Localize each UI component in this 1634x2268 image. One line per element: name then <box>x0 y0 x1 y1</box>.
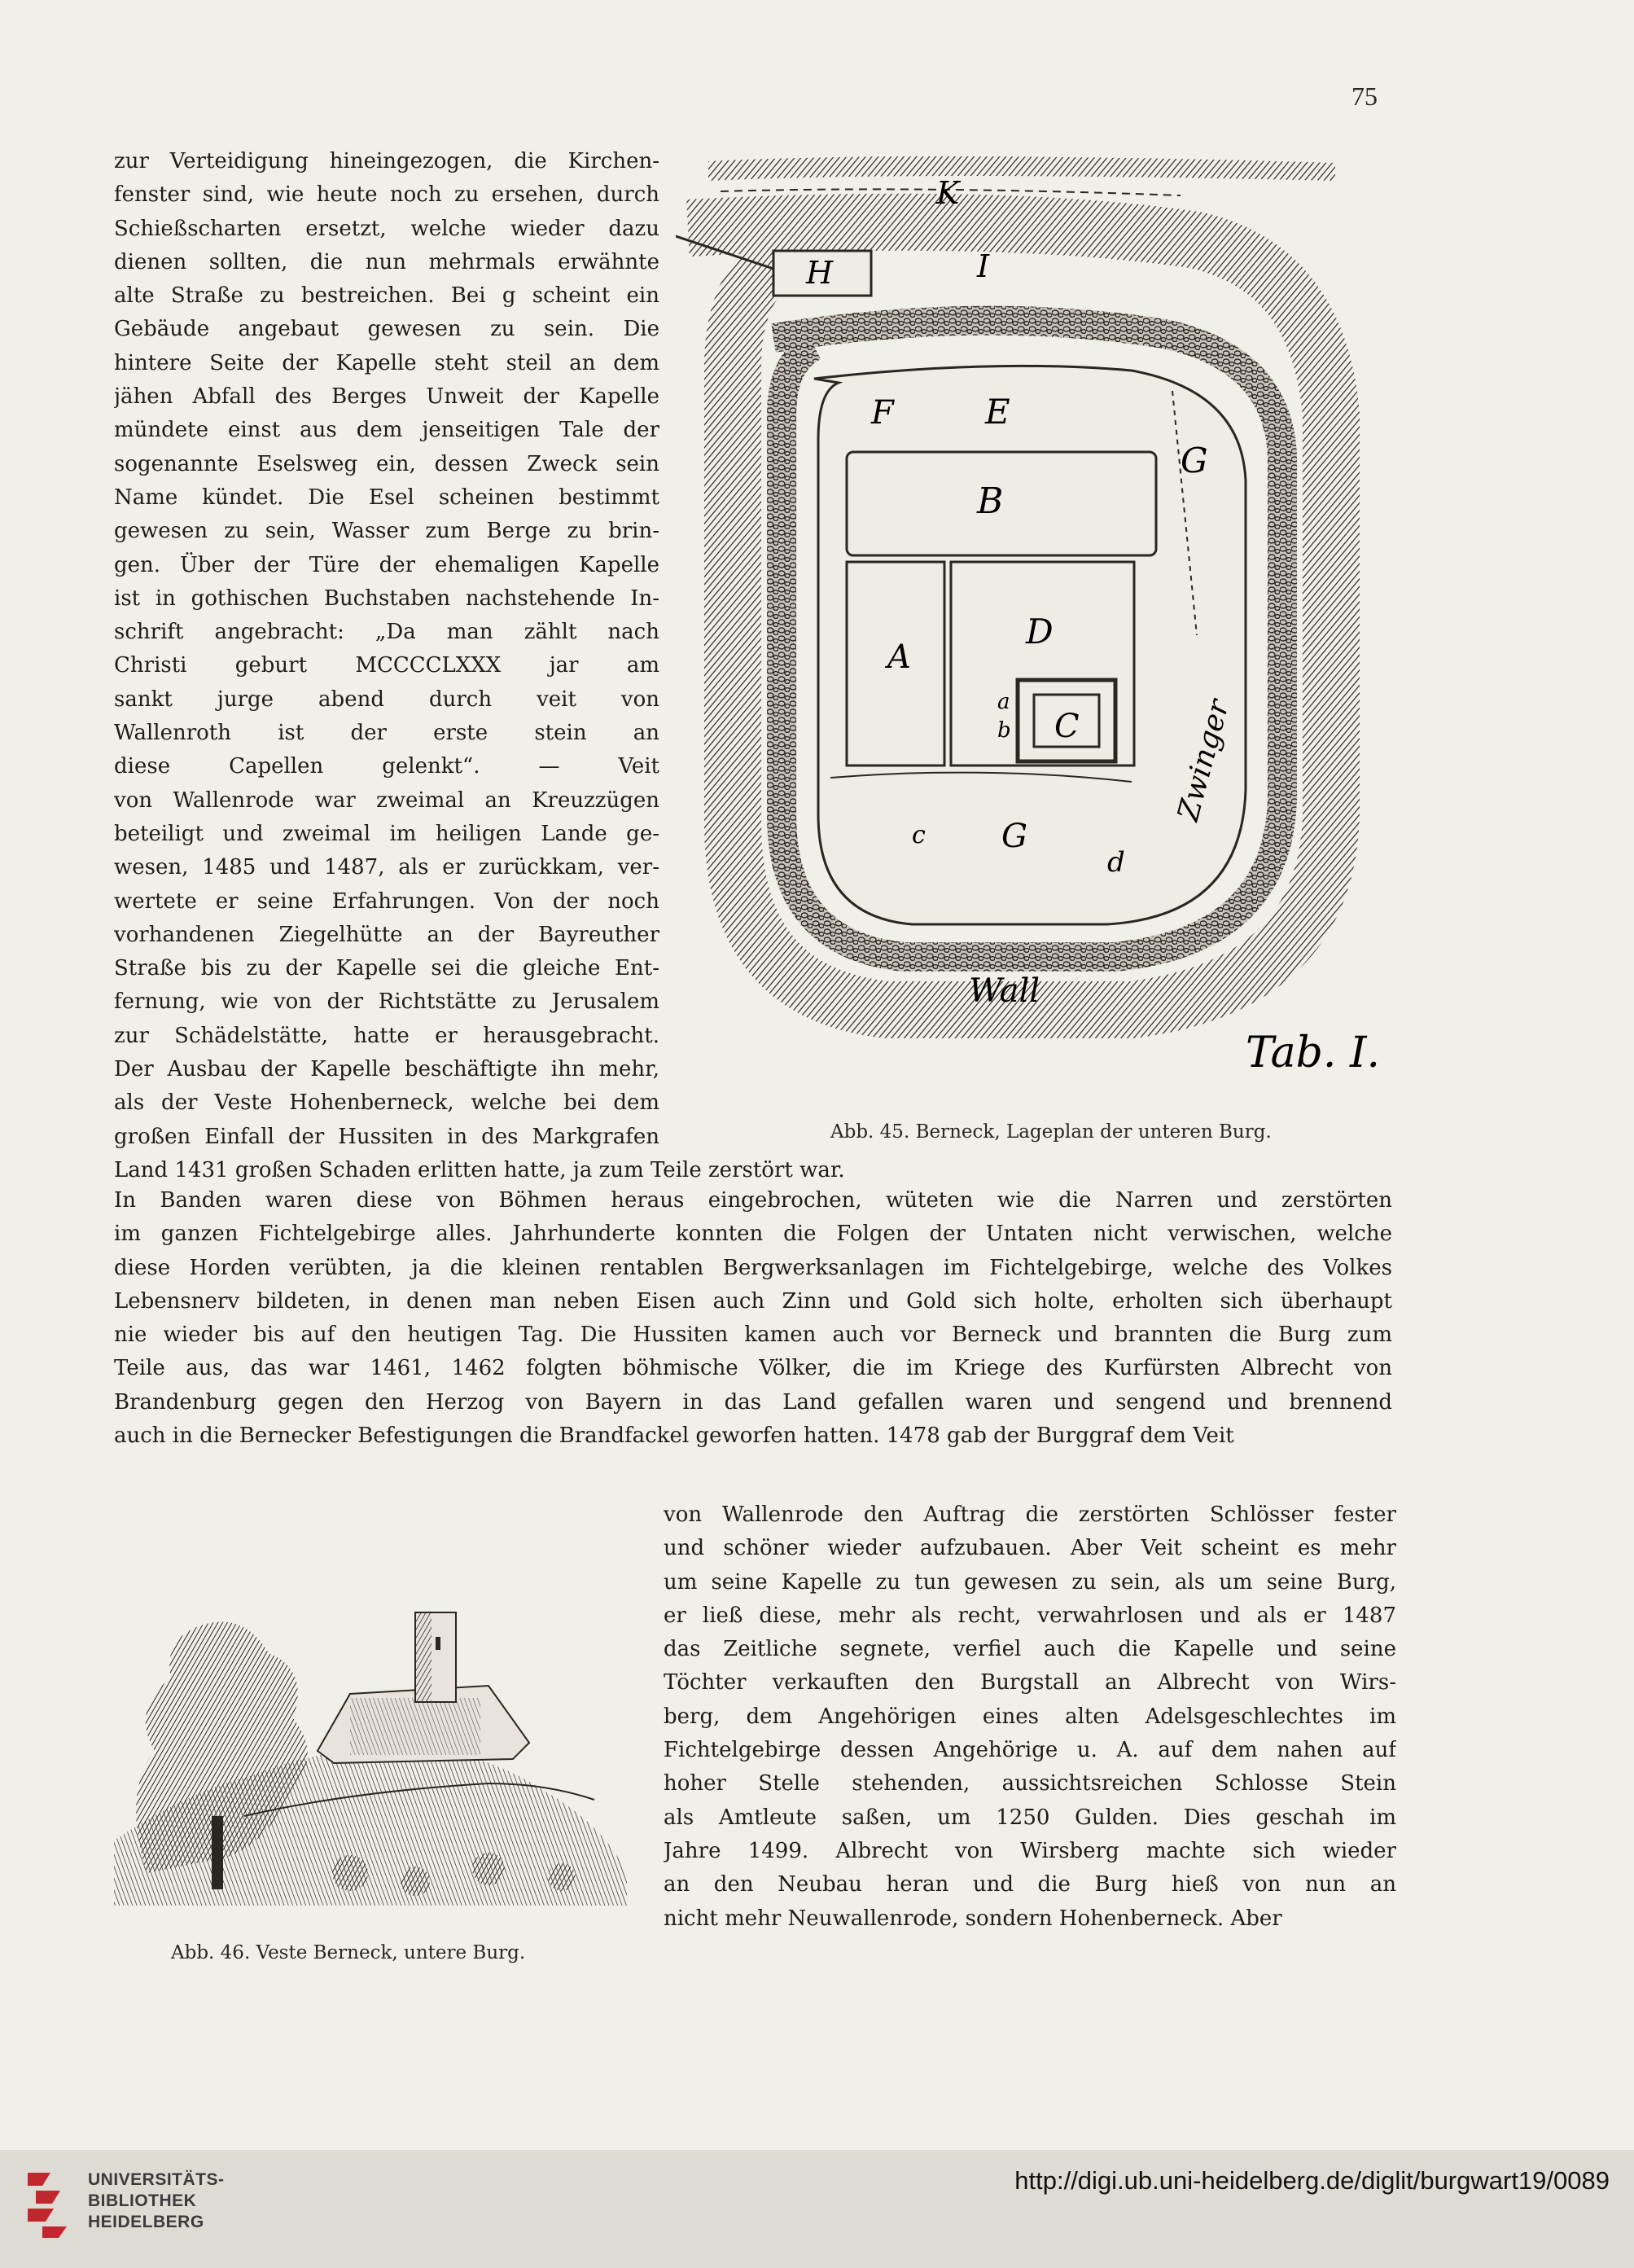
label-H: H <box>806 255 834 291</box>
right-lower-line: er ließ diese, mehr als recht, verwahrlosen und als er 1487 <box>664 1603 1396 1628</box>
label-A: A <box>887 638 911 676</box>
right-lower-line: das Zeitliche segnete, verfiel auch die Kapelle und seine <box>664 1637 1396 1662</box>
left-column-line: sogenannte Eselsweg ein, dessen Zweck sein <box>114 451 659 476</box>
right-lower-line: um seine Kapelle zu tun gewesen zu sein, als um seine Burg, <box>664 1569 1396 1595</box>
library-name <box>88 2169 225 2233</box>
site-plan-drawing <box>676 147 1392 1083</box>
left-column-line: beteiligt und zweimal im heiligen Lande ge- <box>114 821 659 846</box>
left-column-line: zur Verteidigung hineingezogen, die Kirchen- <box>114 149 659 173</box>
left-column-line: ist in gothischen Buchstaben nachstehende In- <box>114 586 659 611</box>
left-column-line: hintere Seite der Kapelle steht steil an dem <box>114 350 659 375</box>
left-column-line: großen Einfall der Hussiten in des Markgrafen <box>114 1124 659 1149</box>
left-column-line: als der Veste Hohenberneck, welche bei dem <box>114 1090 659 1116</box>
library-name-line2: BIBLIOTHEK <box>88 2191 197 2210</box>
moat-band-top <box>708 156 1335 181</box>
left-column-line: Straße bis zu der Kapelle sei die gleiche Ent- <box>114 956 659 981</box>
page-number: 75 <box>1351 81 1378 111</box>
left-column-line: Der Ausbau der Kapelle beschäftigte ihn mehr, <box>114 1057 659 1082</box>
full-width-text <box>114 1184 1392 1453</box>
left-column-line: gewesen zu sein, Wasser zum Berge zu brin- <box>114 519 659 544</box>
label-E: E <box>985 392 1010 432</box>
right-lower-line: nicht mehr Neuwallenrode, sondern Hohenberneck. Aber <box>664 1906 1282 1931</box>
right-lower-line: Jahre 1499. Albrecht von Wirsberg machte sich wieder <box>664 1838 1396 1863</box>
full-width-line: im ganzen Fichtelgebirge alles. Jahrhunderte konnten die Folgen der Untaten nicht verwischen, welche <box>114 1222 1392 1247</box>
label-K: K <box>936 175 960 211</box>
full-width-line: Brandenburg gegen den Herzog von Bayern in das Land gefallen waren und sengend und brennend <box>114 1389 1392 1415</box>
left-column-line: Christi geburt MCCCCLXXX jar am <box>114 653 659 678</box>
figure-46-castle-engraving <box>106 1547 635 1922</box>
right-lower-line: und schöner wieder aufzubauen. Aber Veit scheint es mehr <box>664 1536 1396 1561</box>
right-lower-line: als Amtleute saßen, um 1250 Gulden. Dies geschah im <box>664 1805 1396 1830</box>
label-a: a <box>997 690 1010 714</box>
castle-engraving <box>106 1547 635 1922</box>
left-column-line: Schießscharten ersetzt, welche wieder dazu <box>114 216 659 241</box>
label-G: G <box>1181 441 1208 480</box>
right-lower-line: hoher Stelle stehenden, aussichtsreichen Schlosse Stein <box>664 1771 1396 1796</box>
label-b: b <box>997 718 1011 743</box>
left-column-line: mündete einst aus dem jenseitigen Tale der <box>114 418 659 443</box>
label-C: C <box>1054 708 1080 745</box>
label-wall: Wall <box>969 972 1040 1010</box>
source-url-link[interactable]: http://digi.ub.uni-heidelberg.de/diglit/burgwart19/0089 <box>1014 2166 1610 2195</box>
right-lower-line: an den Neubau heran und die Burg hieß von nun an <box>664 1872 1396 1897</box>
left-column-line: sankt jurge abend durch veit von <box>114 687 659 712</box>
label-zwinger: Zwinger <box>1172 695 1237 825</box>
left-column-line: zur Schädelstätte, hatte er herausgebracht. <box>114 1023 659 1048</box>
label-I: I <box>977 248 990 284</box>
left-column-line: fernung, wie von der Richtstätte zu Jerusalem <box>114 989 659 1015</box>
full-width-line: diese Horden verübten, ja die kleinen rentablen Bergwerksanlagen im Fichtelgebirge, welche des Volkes <box>114 1255 1392 1280</box>
label-d: d <box>1107 846 1125 879</box>
full-width-line: nie wieder bis auf den heutigen Tag. Die Hussiten kamen auch vor Berneck und brannten die Burg zum <box>114 1323 1392 1348</box>
left-column-line: alte Straße zu bestreichen. Bei g scheint ein <box>114 283 659 309</box>
full-width-line: Teile aus, das war 1461, 1462 folgten böhmische Völker, die im Kriege des Kurfürsten Albrecht von <box>114 1356 1392 1381</box>
figure-45-caption: Abb. 45. Berneck, Lageplan der unteren Burg. <box>830 1121 1272 1143</box>
left-column-line: Name kündet. Die Esel scheinen bestimmt <box>114 485 659 510</box>
left-column-line: dienen sollten, die nun mehrmals erwähnte <box>114 249 659 274</box>
figure-45-site-plan <box>676 147 1392 1083</box>
left-column-line: von Wallenrode war zweimal an Kreuzzügen <box>114 787 659 813</box>
label-G2: G <box>1001 818 1027 855</box>
right-lower-column-text <box>664 1498 1396 1936</box>
left-column-line: schrift angebracht: „Da man zählt nach <box>114 620 659 645</box>
full-width-line: auch in die Bernecker Befestigungen die Brandfackel geworfen hatten. 1478 gab der Burggraf dem Veit <box>114 1424 1234 1449</box>
right-lower-line: Töchter verkauften den Burgstall an Albrecht von Wirs- <box>664 1670 1396 1696</box>
library-name-line1: UNIVERSITÄTS- <box>88 2170 225 2189</box>
right-lower-line: berg, dem Angehörigen eines alten Adelsgeschlechtes im <box>664 1704 1396 1729</box>
library-name-line3: HEIDELBERG <box>88 2213 204 2231</box>
label-F: F <box>871 394 894 432</box>
left-column-line: diese Capellen gelenkt“. — Veit <box>114 754 659 779</box>
full-width-line: Lebensnerv bildeten, in denen man neben Eisen auch Zinn und Gold sich holte, erholten sich überhaupt <box>114 1288 1392 1314</box>
left-column-line: wertete er seine Erfahrungen. Von der noch <box>114 888 659 914</box>
right-lower-line: Fichtelgebirge dessen Angehörige u. A. auf dem nahen auf <box>664 1738 1396 1763</box>
full-width-line: In Banden waren diese von Böhmen heraus eingebrochen, wüteten wie die Narren und zerstörten <box>114 1188 1392 1213</box>
plate-label: Tab. I. <box>1246 1029 1381 1077</box>
left-column-line: Wallenroth ist der erste stein an <box>114 721 659 746</box>
left-column-line: jähen Abfall des Berges Unweit der Kapelle <box>114 384 659 410</box>
left-column-line: wesen, 1485 und 1487, als er zurückkam, ver- <box>114 855 659 880</box>
library-logo-icon <box>18 2166 75 2239</box>
label-B: B <box>977 480 1004 522</box>
right-lower-line: von Wallenrode den Auftrag die zerstörten Schlösser fester <box>664 1502 1396 1527</box>
left-column-text <box>114 145 845 1187</box>
figure-46-caption: Abb. 46. Veste Berneck, untere Burg. <box>171 1942 526 1963</box>
left-column-line: gen. Über der Türe der ehemaligen Kapelle <box>114 552 659 577</box>
left-column-line: fenster sind, wie heute noch zu ersehen, durch <box>114 182 659 208</box>
label-c: c <box>912 821 926 849</box>
label-D: D <box>1026 612 1054 651</box>
left-column-line: Gebäude angebaut gewesen zu sein. Die <box>114 317 659 342</box>
tree-trunk <box>212 1816 223 1889</box>
left-column-line: Land 1431 großen Schaden erlitten hatte, ja zum Teile zerstört war. <box>114 1157 845 1182</box>
left-column-line: vorhandenen Ziegelhütte an der Bayreuther <box>114 922 659 947</box>
